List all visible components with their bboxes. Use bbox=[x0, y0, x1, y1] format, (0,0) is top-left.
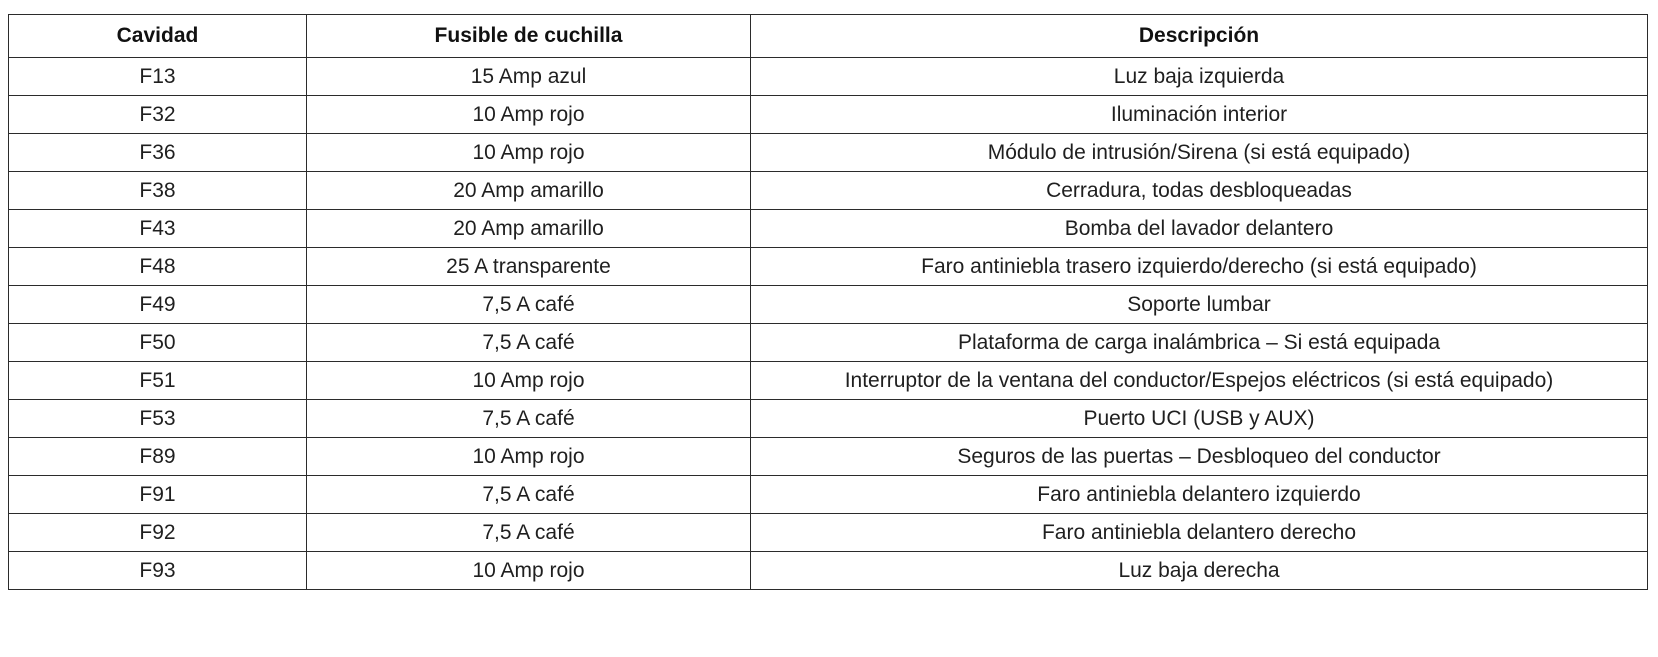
cell-fusible: 10 Amp rojo bbox=[307, 134, 751, 172]
cell-fusible: 7,5 A café bbox=[307, 400, 751, 438]
cell-cavidad: F93 bbox=[9, 552, 307, 590]
cell-fusible: 15 Amp azul bbox=[307, 58, 751, 96]
table-row bbox=[9, 438, 1648, 476]
cell-descripcion: Faro antiniebla delantero izquierdo bbox=[751, 476, 1648, 514]
cell-cavidad: F13 bbox=[9, 58, 307, 96]
cell-fusible: 10 Amp rojo bbox=[307, 362, 751, 400]
table-row bbox=[9, 210, 1648, 248]
cell-cavidad: F92 bbox=[9, 514, 307, 552]
cell-fusible: 20 Amp amarillo bbox=[307, 172, 751, 210]
cell-cavidad: F43 bbox=[9, 210, 307, 248]
table-row bbox=[9, 172, 1648, 210]
cell-fusible: 7,5 A café bbox=[307, 476, 751, 514]
cell-fusible: 10 Amp rojo bbox=[307, 96, 751, 134]
header-fusible: Fusible de cuchilla bbox=[307, 15, 751, 58]
table-row bbox=[9, 324, 1648, 362]
cell-descripcion: Plataforma de carga inalámbrica – Si está equipada bbox=[751, 324, 1648, 362]
fuse-table bbox=[8, 14, 1648, 590]
cell-cavidad: F32 bbox=[9, 96, 307, 134]
cell-cavidad: F53 bbox=[9, 400, 307, 438]
table-row bbox=[9, 96, 1648, 134]
cell-descripcion: Faro antiniebla delantero derecho bbox=[751, 514, 1648, 552]
cell-cavidad: F48 bbox=[9, 248, 307, 286]
cell-descripcion: Soporte lumbar bbox=[751, 286, 1648, 324]
table-row bbox=[9, 514, 1648, 552]
cell-cavidad: F49 bbox=[9, 286, 307, 324]
table-body bbox=[9, 58, 1648, 590]
cell-cavidad: F91 bbox=[9, 476, 307, 514]
cell-cavidad: F89 bbox=[9, 438, 307, 476]
table-row bbox=[9, 552, 1648, 590]
table-row bbox=[9, 286, 1648, 324]
cell-fusible: 7,5 A café bbox=[307, 324, 751, 362]
cell-descripcion: Iluminación interior bbox=[751, 96, 1648, 134]
cell-cavidad: F38 bbox=[9, 172, 307, 210]
table-row bbox=[9, 400, 1648, 438]
cell-cavidad: F51 bbox=[9, 362, 307, 400]
cell-descripcion: Luz baja derecha bbox=[751, 552, 1648, 590]
cell-fusible: 25 A transparente bbox=[307, 248, 751, 286]
cell-descripcion: Puerto UCI (USB y AUX) bbox=[751, 400, 1648, 438]
cell-descripcion: Bomba del lavador delantero bbox=[751, 210, 1648, 248]
cell-descripcion: Módulo de intrusión/Sirena (si está equipado) bbox=[751, 134, 1648, 172]
header-cavidad: Cavidad bbox=[9, 15, 307, 58]
table-header bbox=[9, 15, 1648, 58]
cell-fusible: 10 Amp rojo bbox=[307, 552, 751, 590]
table-row bbox=[9, 362, 1648, 400]
table-row bbox=[9, 134, 1648, 172]
cell-descripcion: Luz baja izquierda bbox=[751, 58, 1648, 96]
cell-descripcion: Faro antiniebla trasero izquierdo/derecho (si está equipado) bbox=[751, 248, 1648, 286]
table-row bbox=[9, 58, 1648, 96]
cell-descripcion: Seguros de las puertas – Desbloqueo del conductor bbox=[751, 438, 1648, 476]
cell-fusible: 7,5 A café bbox=[307, 286, 751, 324]
cell-fusible: 7,5 A café bbox=[307, 514, 751, 552]
header-row bbox=[9, 15, 1648, 58]
table-row bbox=[9, 248, 1648, 286]
table-row bbox=[9, 476, 1648, 514]
header-descripcion: Descripción bbox=[751, 15, 1648, 58]
cell-descripcion: Interruptor de la ventana del conductor/Espejos eléctricos (si está equipado) bbox=[751, 362, 1648, 400]
cell-cavidad: F50 bbox=[9, 324, 307, 362]
cell-descripcion: Cerradura, todas desbloqueadas bbox=[751, 172, 1648, 210]
cell-fusible: 20 Amp amarillo bbox=[307, 210, 751, 248]
cell-fusible: 10 Amp rojo bbox=[307, 438, 751, 476]
cell-cavidad: F36 bbox=[9, 134, 307, 172]
